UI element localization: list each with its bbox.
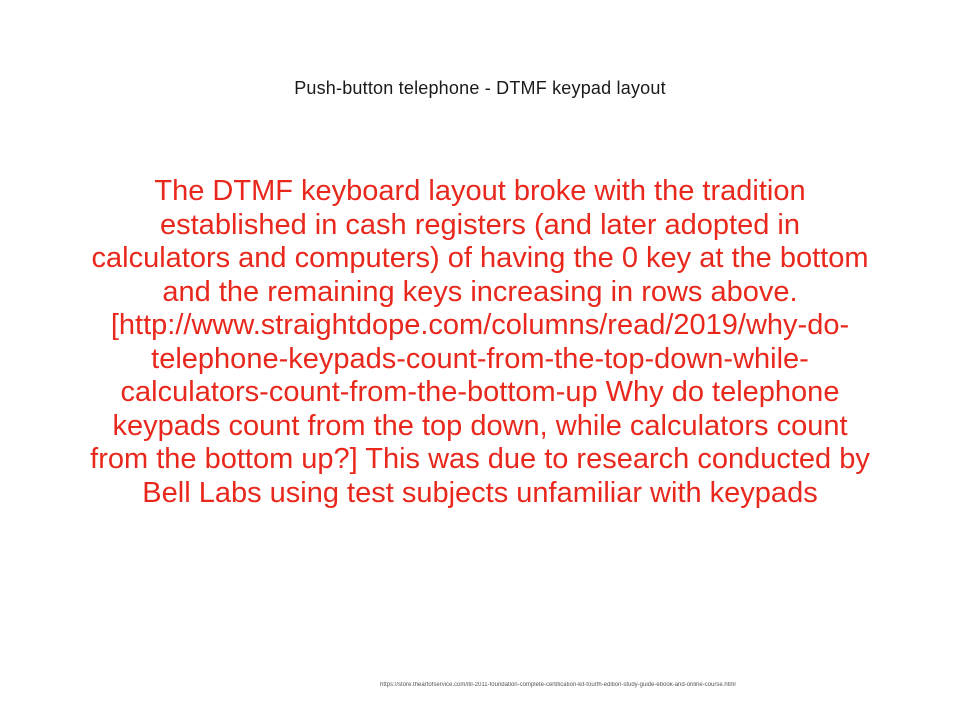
slide-body-text: The DTMF keyboard layout broke with the tradition established in cash registers (and later adopted in calculators and computers) of having the 0 key at the bottom and the remaining keys increasing in rows above.[http://www.straightdope.com/columns/read/2019/why-do-telephone-keypads-count-from-the-top-down-while-calculators-count-from-the-bottom-up Why do telephone keypads count from the top down, while calculators count from the bottom up?] This was due to research conducted by Bell Labs using test subjects unfamiliar with keypads [90,175,870,509]
slide-title: Push-button telephone - DTMF keypad layout [294,78,666,98]
footer-source-url[interactable]: https://store.theartofservice.com/itil-2011-foundation-complete-certification-kit-fourth-edition-study-guide-ebook-and-online-course.html [380,682,736,688]
